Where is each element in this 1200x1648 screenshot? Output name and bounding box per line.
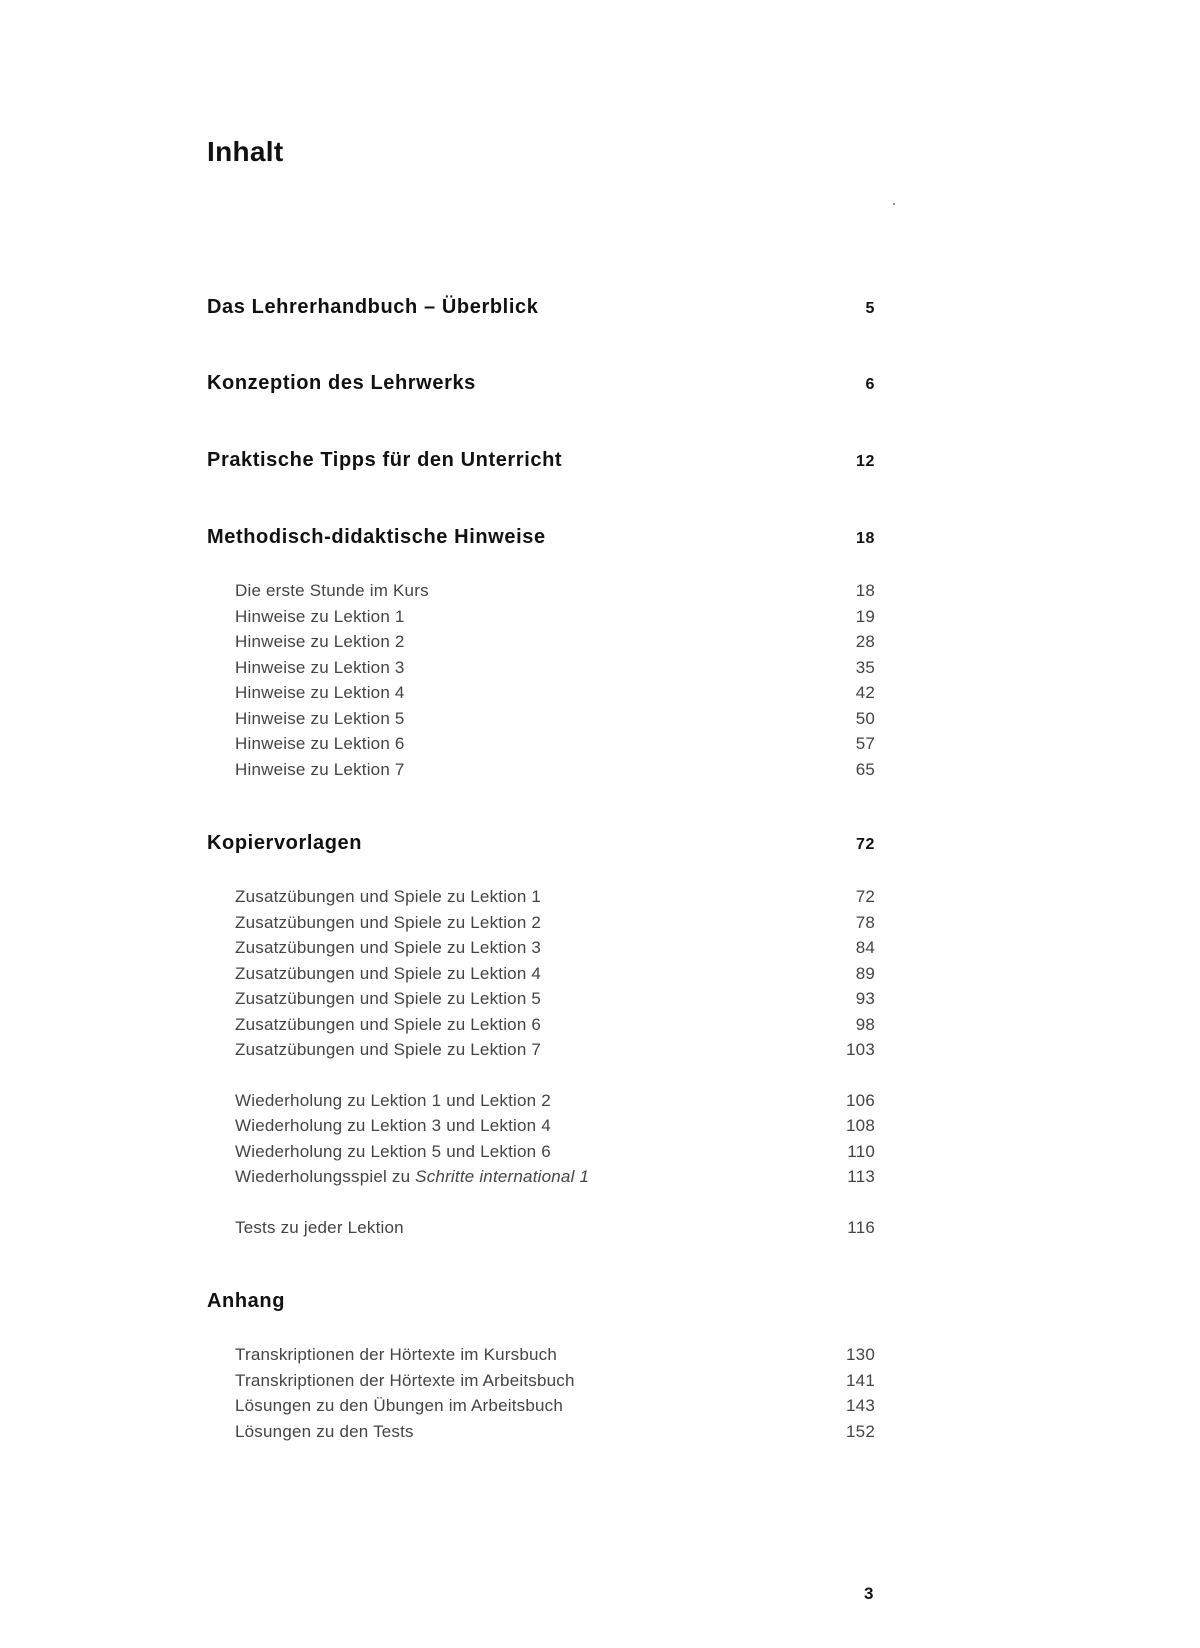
toc-page-number: 5 [865, 300, 875, 317]
toc-entry-title: Transkriptionen der Hörtexte im Kursbuch [235, 1345, 558, 1364]
toc-entry-page: 19 [855, 607, 875, 626]
toc-page-number: 6 [865, 376, 875, 393]
toc-entry-page: 110 [847, 1142, 875, 1161]
page-number: 3 [864, 1584, 874, 1603]
toc-entry-page: 78 [855, 913, 875, 932]
toc-section-title: Methodisch-didaktische Hinweise [207, 526, 546, 548]
toc-entry-page: 98 [855, 1015, 875, 1034]
toc-entry[interactable] [235, 658, 875, 678]
toc-entry[interactable] [235, 1422, 875, 1442]
toc-entry-title: Wiederholung zu Lektion 1 und Lektion 2 [235, 1091, 551, 1110]
toc-entry-title: Zusatzübungen und Spiele zu Lektion 5 [235, 989, 542, 1008]
toc-entry-page: 141 [846, 1371, 875, 1390]
toc-entry[interactable] [235, 1142, 875, 1162]
toc-entry-page: 103 [846, 1040, 875, 1059]
toc-entry-title: Hinweise zu Lektion 5 [235, 709, 405, 728]
stray-dot [893, 203, 895, 205]
toc-entry-title: Wiederholung zu Lektion 3 und Lektion 4 [235, 1116, 551, 1135]
toc-entry-title: Hinweise zu Lektion 3 [235, 658, 405, 677]
toc-section-title: Anhang [207, 1290, 286, 1312]
toc-entry-page: 143 [846, 1396, 875, 1415]
toc-entry-page: 93 [855, 989, 875, 1008]
toc-entry[interactable] [235, 734, 875, 754]
toc-entry-title: Hinweise zu Lektion 6 [235, 734, 405, 753]
toc-entry[interactable] [235, 1091, 875, 1111]
toc-entry-title: Hinweise zu Lektion 2 [235, 632, 405, 651]
toc-entry-title: Zusatzübungen und Spiele zu Lektion 4 [235, 964, 542, 983]
toc-entry-page: 130 [846, 1345, 875, 1364]
book-title: Schritte international 1 [415, 1167, 590, 1186]
toc-entry-page: 35 [855, 658, 875, 677]
toc-entry[interactable] [235, 1396, 875, 1416]
toc-section-title: Konzeption des Lehrwerks [207, 372, 476, 394]
toc-entry-title: Zusatzübungen und Spiele zu Lektion 3 [235, 938, 542, 957]
toc-entry[interactable] [235, 913, 875, 933]
toc-entry-page: 57 [855, 734, 875, 753]
toc-entry-title: Zusatzübungen und Spiele zu Lektion 6 [235, 1015, 542, 1034]
toc-section-konzeption[interactable] [207, 372, 875, 395]
toc-entry-title: Hinweise zu Lektion 7 [235, 760, 405, 779]
toc-entry-page: 108 [846, 1116, 875, 1135]
toc-entry[interactable] [235, 1116, 875, 1136]
toc-entry-title: Hinweise zu Lektion 4 [235, 683, 405, 702]
toc-entry-title [235, 1167, 589, 1187]
toc-entry[interactable] [235, 887, 875, 907]
toc-entry-title: Die erste Stunde im Kurs [235, 581, 429, 600]
toc-entry[interactable] [235, 632, 875, 652]
toc-entry[interactable] [235, 1371, 875, 1391]
toc-entry-page: 152 [846, 1422, 875, 1441]
toc-page-number: 12 [856, 453, 875, 470]
toc-entry-title: Hinweise zu Lektion 1 [235, 607, 405, 626]
toc-section-anhang[interactable] [207, 1290, 285, 1313]
toc-entry[interactable] [235, 607, 875, 627]
toc-entry[interactable] [235, 1345, 875, 1365]
toc-section-kopiervorlagen[interactable] [207, 832, 875, 855]
toc-entry-page: 113 [847, 1167, 875, 1186]
toc-entry-page: 84 [855, 938, 875, 957]
toc-entry-page: 116 [847, 1218, 875, 1237]
toc-entry-title-prefix: Wiederholungsspiel zu [235, 1167, 416, 1186]
toc-entry-title: Lösungen zu den Tests [235, 1422, 414, 1441]
toc-entry[interactable] [235, 1015, 875, 1035]
toc-entry-page: 50 [855, 709, 875, 728]
toc-section-tipps[interactable] [207, 449, 875, 472]
toc-entry-title: Zusatzübungen und Spiele zu Lektion 2 [235, 913, 542, 932]
toc-entry[interactable] [235, 964, 875, 984]
toc-entry-page: 89 [855, 964, 875, 983]
toc-section-title: Das Lehrerhandbuch – Überblick [207, 296, 539, 318]
toc-section-hinweise[interactable] [207, 526, 875, 549]
page-title: Inhalt [207, 136, 284, 167]
toc-entry[interactable] [235, 709, 875, 729]
toc-entry[interactable] [235, 989, 875, 1009]
toc-entry-page: 18 [855, 581, 875, 600]
toc-page-number: 72 [856, 836, 875, 853]
toc-page-number: 18 [856, 530, 875, 547]
toc-section-overview[interactable] [207, 296, 875, 319]
toc-entry[interactable] [235, 683, 875, 703]
toc-entry-page: 28 [855, 632, 875, 651]
toc-section-title: Praktische Tipps für den Unterricht [207, 449, 563, 471]
toc-entry-page: 106 [846, 1091, 875, 1110]
toc-entry[interactable] [235, 1218, 875, 1238]
toc-entry-title: Tests zu jeder Lektion [235, 1218, 404, 1237]
toc-entry-page: 42 [855, 683, 875, 702]
toc-entry-title: Zusatzübungen und Spiele zu Lektion 1 [235, 887, 542, 906]
toc-entry-page: 72 [855, 887, 875, 906]
toc-section-title: Kopiervorlagen [207, 832, 363, 854]
toc-entry-title: Zusatzübungen und Spiele zu Lektion 7 [235, 1040, 542, 1059]
toc-entry-page: 65 [855, 760, 875, 779]
toc-entry-title: Transkriptionen der Hörtexte im Arbeitsbuch [235, 1371, 575, 1390]
toc-entry[interactable] [235, 1040, 875, 1060]
toc-entry[interactable] [235, 581, 875, 601]
toc-entry[interactable] [235, 938, 875, 958]
toc-entry[interactable] [235, 760, 875, 780]
toc-entry-title: Lösungen zu den Übungen im Arbeitsbuch [235, 1396, 563, 1415]
toc-entry[interactable] [235, 1167, 875, 1187]
toc-entry-title: Wiederholung zu Lektion 5 und Lektion 6 [235, 1142, 551, 1161]
